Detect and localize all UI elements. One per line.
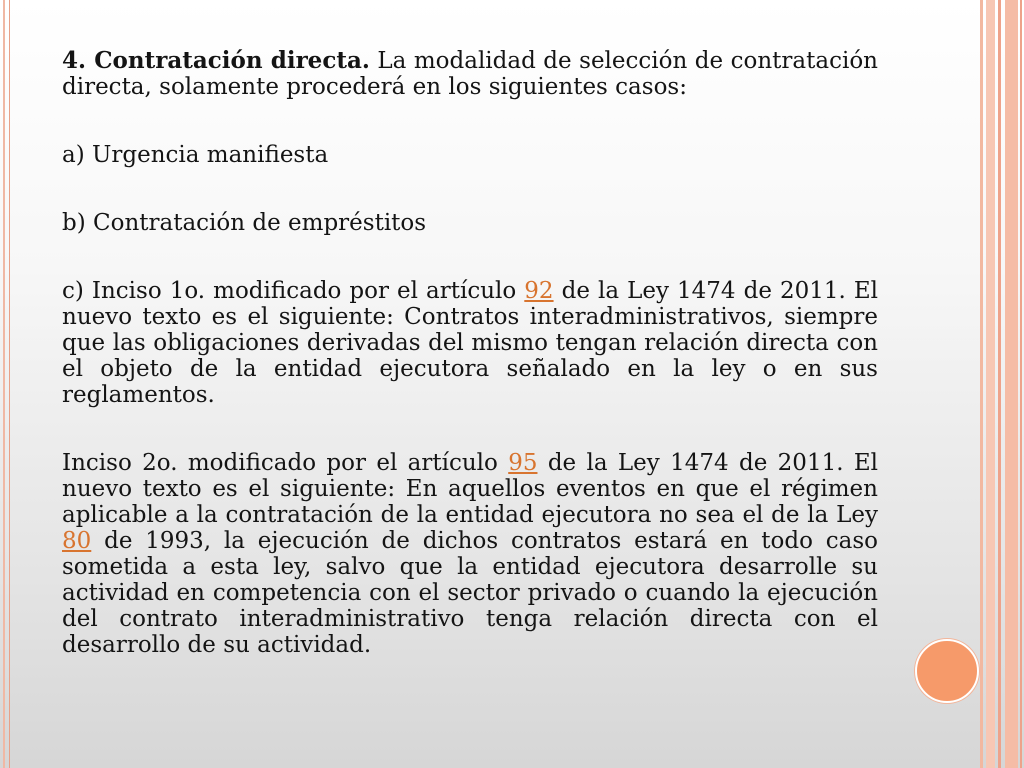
item-c-text-start: c) Inciso 1o. modificado por el artículo [62,278,525,304]
slide-content [62,48,878,658]
item-b: b) Contratación de empréstitos [62,210,427,236]
stripe [980,0,983,768]
stripe [1005,0,1018,768]
item-a: a) Urgencia manifiesta [62,142,329,168]
section-intro: La modalidad de selección de contratación directa, solamente procederá en los siguientes casos: [62,48,878,100]
stripe [998,0,1001,768]
inciso-2-text-start: Inciso 2o. modificado por el artículo [62,450,509,476]
stripe [986,0,995,768]
inciso-2-text-end: de 1993, la ejecución de dichos contratos estará en todo caso sometida a esta ley, salvo que la entidad ejecutora desarrolle su actividad en competencia con el sector privado o cuando la ejecución del contrato interadministrativo tenga relación directa con el desarrollo de su actividad. [62,528,878,658]
section-title: 4. Contratación directa. [62,47,370,74]
inciso-2-paragraph [62,450,878,658]
heading-paragraph [62,48,878,100]
stripe [1020,0,1022,768]
item-c-text-end: de la Ley 1474 de 2011. El nuevo texto es el siguiente: Contratos interadministrativos, siempre que las obligaciones derivadas del mismo tengan relación directa con el objeto de la entidad ejecutora señalado en la ley o en sus reglamentos. [62,278,878,408]
inciso-2-text-middle: de la Ley 1474 de 2011. El nuevo texto es el siguiente: En aquellos eventos en que el régimen aplicable a la contratación de la entidad ejecutora no sea el de la Ley [62,450,879,528]
article-95-link[interactable]: 95 [508,450,538,476]
item-c [62,278,878,408]
right-stripes-decoration [974,0,1024,768]
law-80-link[interactable]: 80 [62,528,92,554]
article-92-link[interactable]: 92 [524,278,554,304]
decorative-circle [915,639,979,703]
left-border-decoration [0,0,10,768]
